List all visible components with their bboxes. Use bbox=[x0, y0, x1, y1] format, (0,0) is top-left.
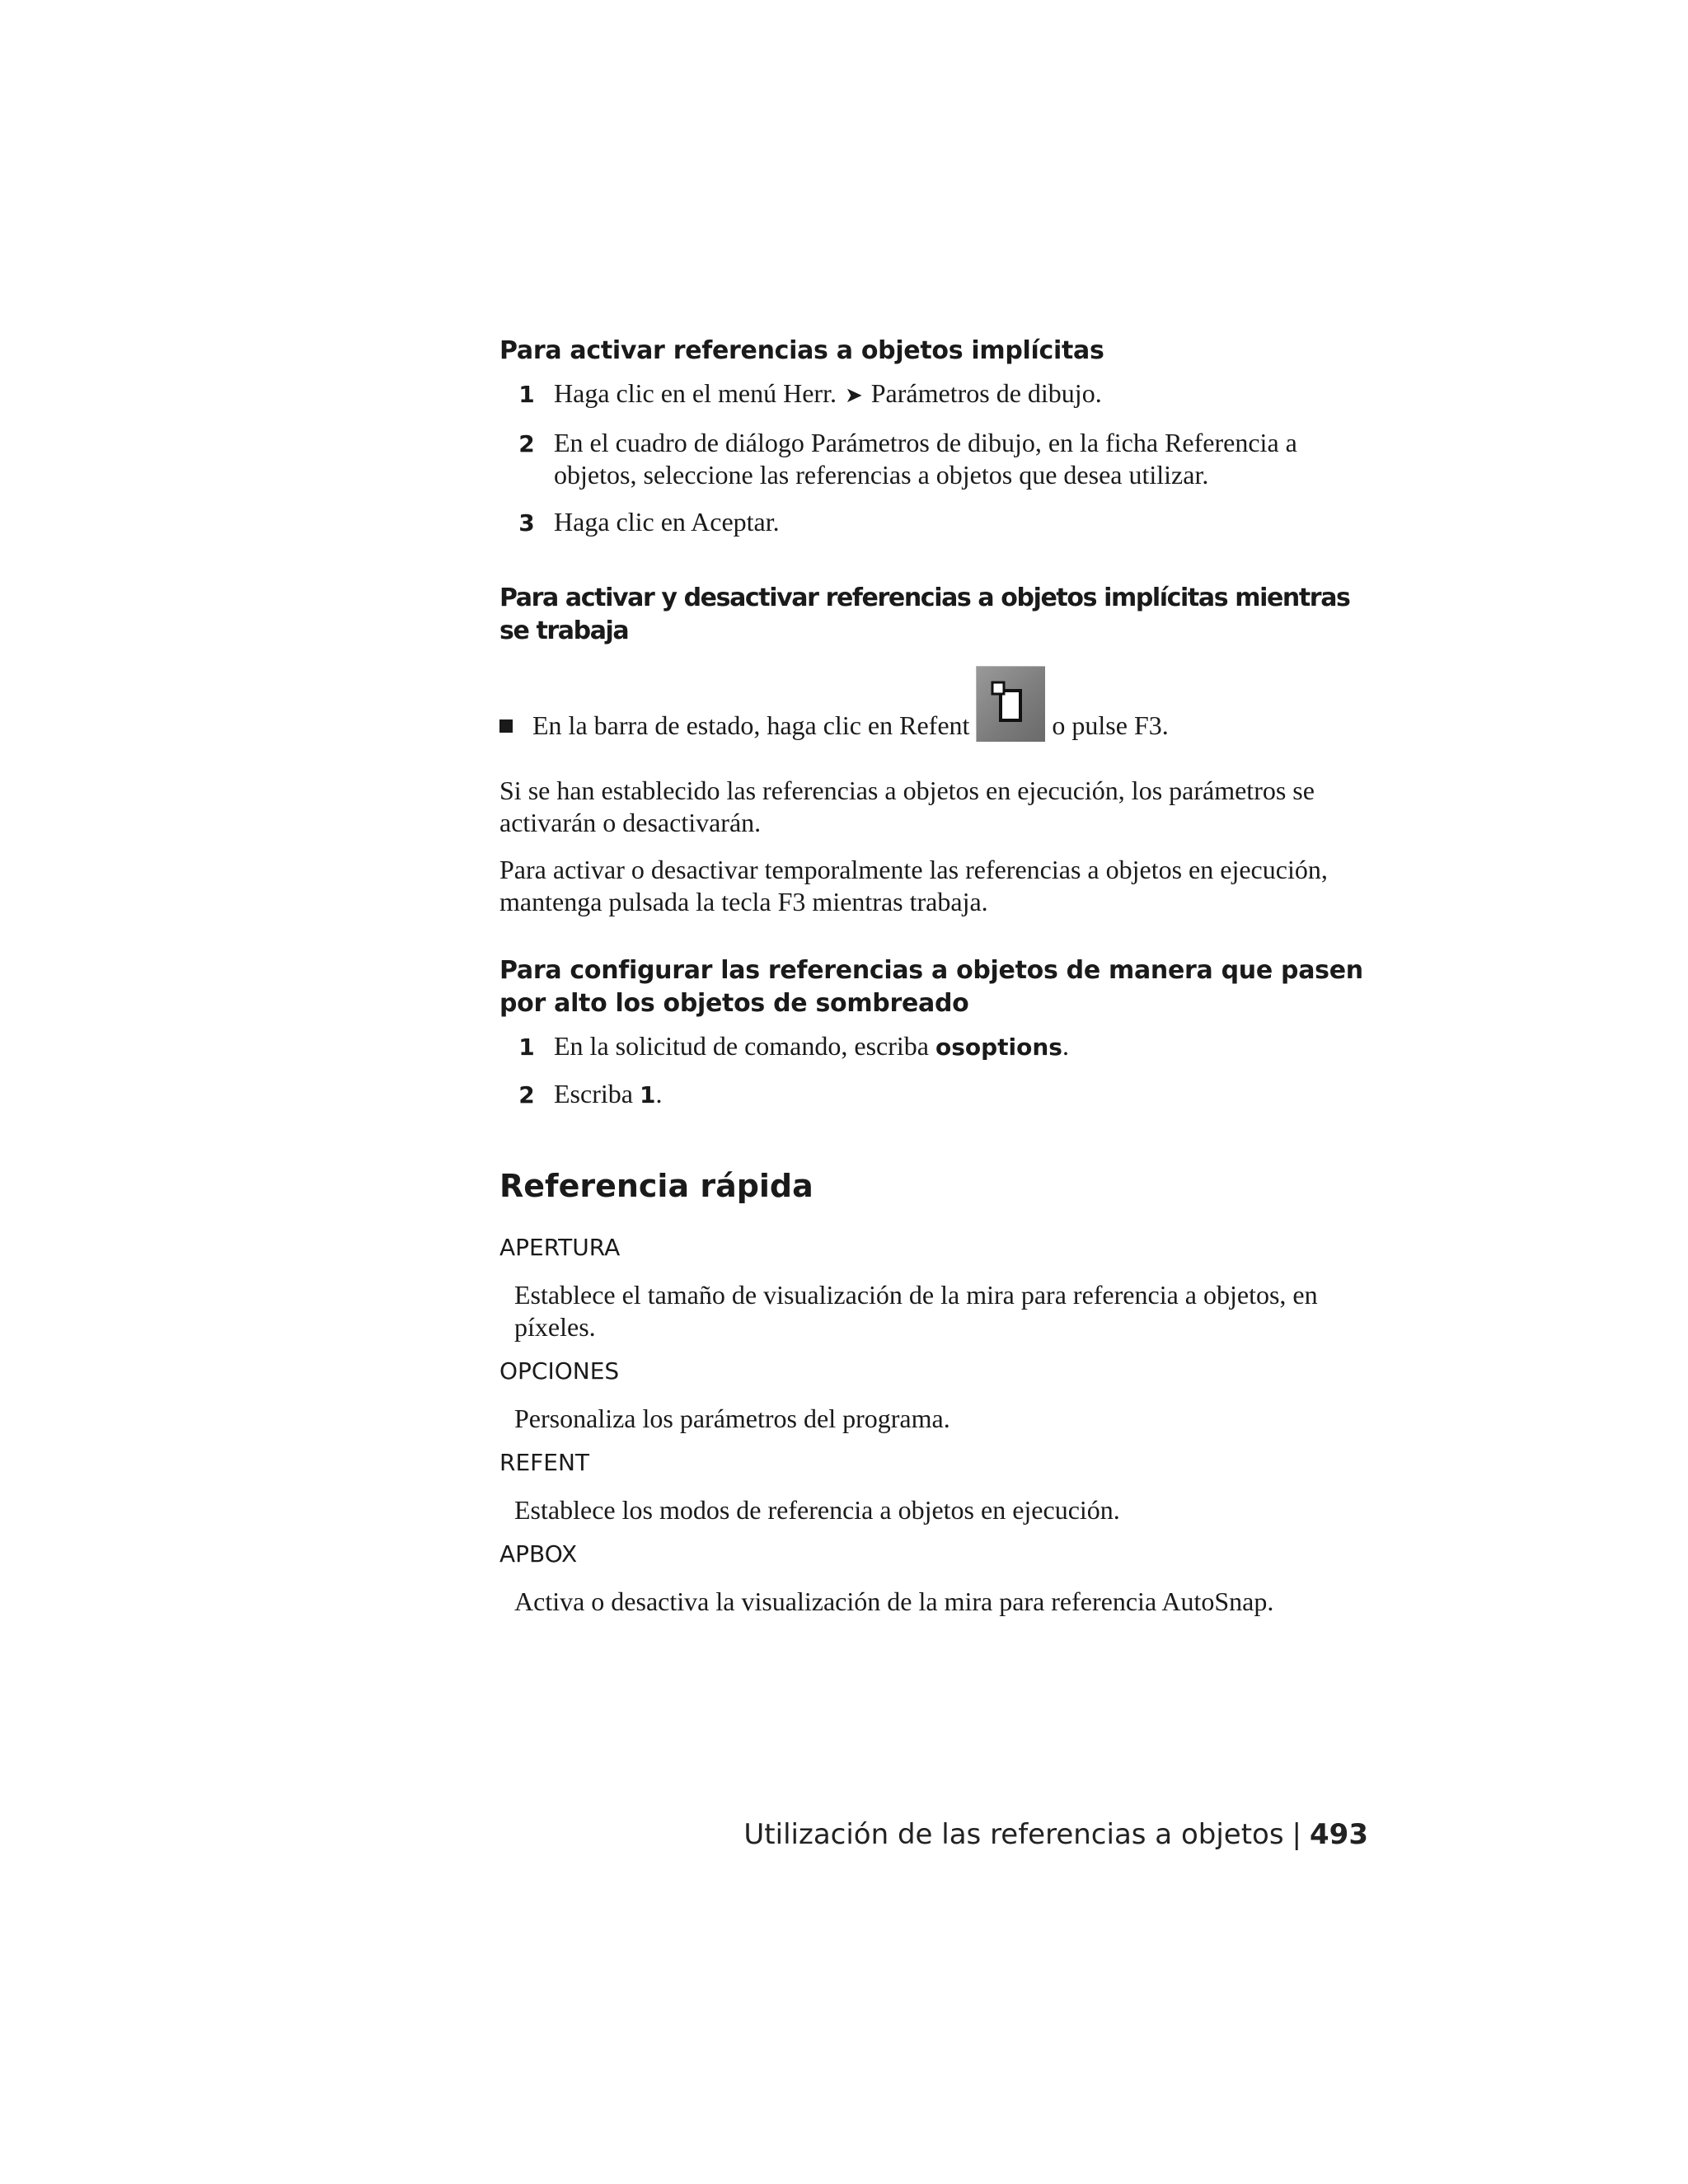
step-text: Haga clic en Aceptar. bbox=[554, 507, 780, 537]
step-item bbox=[499, 377, 1373, 412]
step-text bbox=[554, 1078, 1373, 1111]
command-desc-refent: Establece los modos de referencia a objetos en ejecución. bbox=[514, 1495, 1120, 1525]
step-text-dialog: Parámetros de dibujo. bbox=[870, 378, 1102, 408]
step-text bbox=[554, 1030, 1373, 1063]
command-desc-opciones: Personaliza los parámetros del programa. bbox=[514, 1404, 950, 1433]
procedure-heading-hatch: Para configurar las referencias a objetos de manera que pasen por alto los objetos de sombreado bbox=[499, 956, 1363, 1018]
paragraph-temporary-toggle: Para activar o desactivar temporalmente las referencias a objetos en ejecución, mantenga pulsada la tecla F3 mientras trabaja. bbox=[499, 855, 1328, 916]
step-text-before: Escriba bbox=[554, 1079, 640, 1108]
value-one: 1 bbox=[639, 1081, 656, 1108]
command-osoptions: osoptions bbox=[935, 1033, 1062, 1061]
quick-reference-title: Referencia rápida bbox=[499, 1168, 814, 1204]
step-number: 3 bbox=[518, 509, 535, 537]
refent-glyph bbox=[976, 666, 1045, 742]
footer-separator: | bbox=[1292, 1818, 1302, 1851]
step-text-after: . bbox=[1062, 1031, 1069, 1061]
command-name-refent: REFENT bbox=[499, 1449, 589, 1476]
command-desc-apertura: Establece el tamaño de visualización de la mira para referencia a objetos, en píxeles. bbox=[514, 1280, 1318, 1342]
step-number: 1 bbox=[518, 1033, 535, 1061]
refent-icon[interactable] bbox=[976, 666, 1045, 742]
step-number: 1 bbox=[518, 381, 535, 408]
procedure-heading-toggle: Para activar y desactivar referencias a objetos implícitas mientras se trabaja bbox=[499, 583, 1350, 645]
paragraph-running-snaps: Si se han establecido las referencias a objetos en ejecución, los parámetros se activarán o desactivarán. bbox=[499, 776, 1315, 837]
step-text-after: . bbox=[655, 1079, 663, 1108]
command-name-apbox: APBOX bbox=[499, 1540, 578, 1568]
step-text-before: En la solicitud de comando, escriba bbox=[554, 1031, 935, 1061]
bullet-text-before: En la barra de estado, haga clic en Refent bbox=[532, 710, 970, 740]
bullet-item bbox=[499, 666, 1373, 742]
step-text-menu: Haga clic en el menú Herr. bbox=[554, 378, 837, 408]
command-name-apertura: APERTURA bbox=[499, 1234, 621, 1261]
bullet-square-icon bbox=[499, 719, 513, 733]
step-number: 2 bbox=[518, 1081, 535, 1108]
page-number: 493 bbox=[1310, 1818, 1368, 1851]
step-text: En el cuadro de diálogo Parámetros de dibujo, en la ficha Referencia a objetos, seleccione las referencias a objetos que desea utilizar. bbox=[554, 428, 1297, 490]
step-number: 2 bbox=[518, 430, 535, 457]
step-item bbox=[499, 506, 1373, 539]
page-content bbox=[499, 335, 1373, 1618]
command-desc-apbox: Activa o desactiva la visualización de la mira para referencia AutoSnap. bbox=[514, 1586, 1274, 1616]
step-text bbox=[554, 377, 1373, 412]
bullet-text-after: o pulse F3. bbox=[1052, 710, 1169, 740]
command-name-opciones: OPCIONES bbox=[499, 1357, 620, 1385]
steps-list-activate bbox=[499, 377, 1373, 539]
steps-list-hatch bbox=[499, 1030, 1373, 1111]
step-item bbox=[499, 1030, 1373, 1063]
step-item bbox=[499, 427, 1373, 491]
footer-chapter-title: Utilización de las referencias a objetos bbox=[743, 1818, 1284, 1851]
step-item bbox=[499, 1078, 1373, 1111]
page-footer bbox=[743, 1816, 1368, 1853]
procedure-heading-activate: Para activar referencias a objetos implícitas bbox=[499, 336, 1104, 365]
arrow-right-icon: ➤ bbox=[844, 383, 863, 408]
